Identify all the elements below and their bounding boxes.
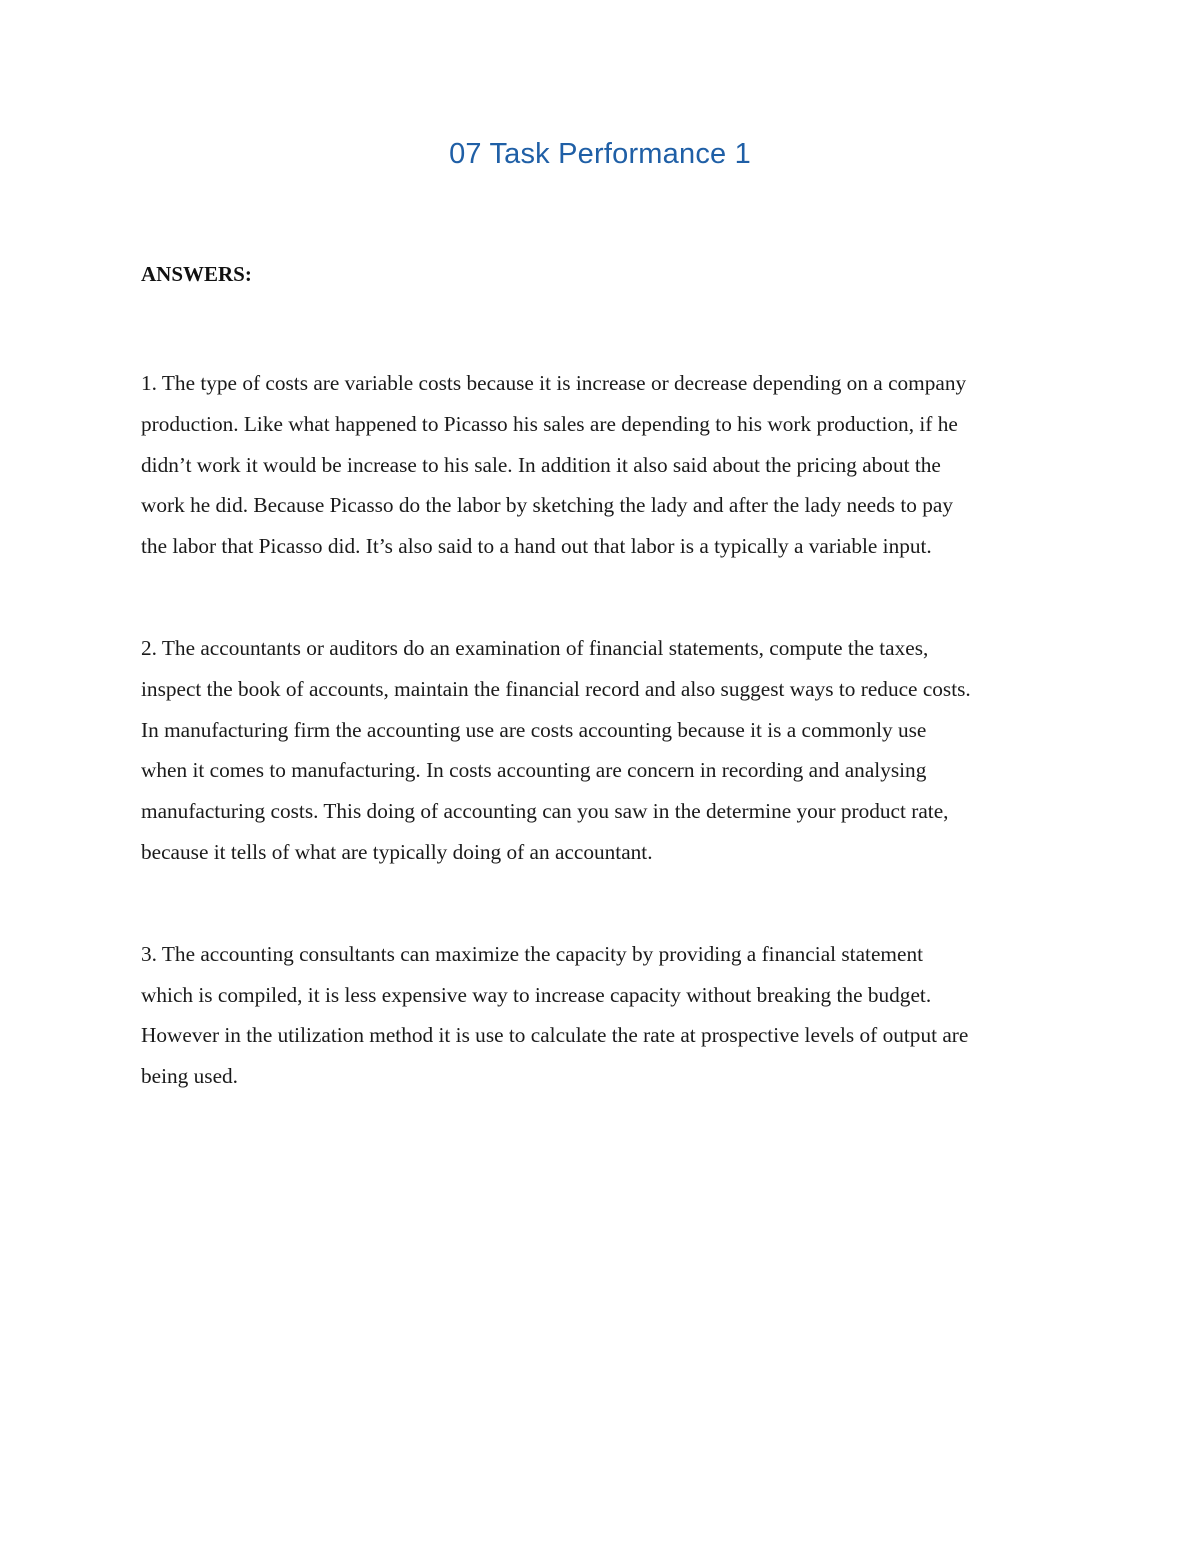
answer-line: inspect the book of accounts, maintain the financial record and also suggest ways to reduce costs.: [141, 676, 971, 701]
answer-1: [141, 363, 1081, 567]
document-title: 07 Task Performance 1: [449, 138, 751, 170]
answer-line: 2. The accountants or auditors do an examination of financial statements, compute the taxes,: [141, 635, 929, 660]
answer-line: because it tells of what are typically doing of an accountant.: [141, 839, 653, 864]
answer-line: the labor that Picasso did. It’s also said to a hand out that labor is a typically a variable input.: [141, 534, 932, 559]
answer-line: 3. The accounting consultants can maximize the capacity by providing a financial statement: [141, 941, 924, 966]
answer-2: [141, 628, 1081, 873]
answer-line: which is compiled, it is less expensive way to increase capacity without breaking the budget.: [141, 982, 932, 1007]
answer-line: In manufacturing firm the accounting use are costs accounting because it is a commonly use: [141, 717, 927, 742]
answer-line: when it comes to manufacturing. In costs accounting are concern in recording and analysing: [141, 758, 927, 783]
answer-line: manufacturing costs. This doing of accounting can you saw in the determine your product rate,: [141, 799, 949, 824]
answer-line: being used.: [141, 1064, 239, 1089]
answer-line: However in the utilization method it is use to calculate the rate at prospective levels of output are: [141, 1023, 969, 1048]
answer-line: production. Like what happened to Picasso his sales are depending to his work production, if he: [141, 411, 958, 436]
answer-line: 1. The type of costs are variable costs because it is increase or decrease depending on a company: [141, 371, 967, 395]
answer-line: didn’t work it would be increase to his sale. In addition it also said about the pricing about the: [141, 452, 941, 477]
answer-3: [141, 934, 1081, 1097]
answers-heading: ANSWERS:: [141, 262, 252, 286]
answers-list: [141, 363, 1081, 1158]
answer-line: work he did. Because Picasso do the labor by sketching the lady and after the lady needs to pay: [141, 493, 954, 518]
